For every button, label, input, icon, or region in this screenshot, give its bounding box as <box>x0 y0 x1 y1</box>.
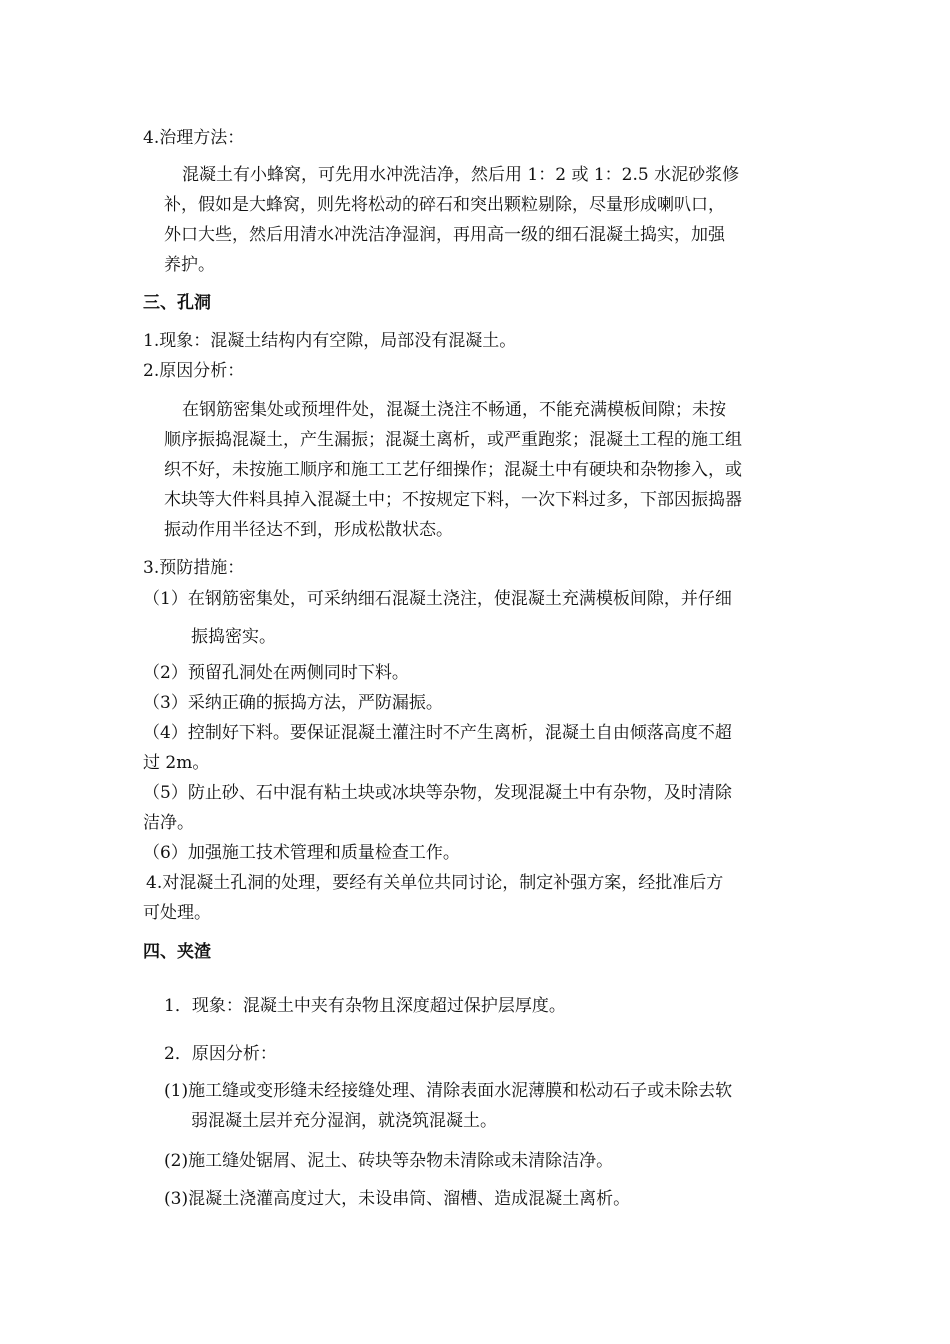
holes-prevent-item-continued: 振捣密实。 <box>191 627 276 647</box>
holes-prevent-item: （3）采纳正确的振捣方法，严防漏振。 <box>143 693 443 713</box>
holes-prevent-item: （1）在钢筋密集处，可采纳细石混凝土浇注，使混凝土充满模板间隙，并仔细 <box>143 589 732 609</box>
slag-cause-item-continued: 弱混凝土层并充分湿润，就浇筑混凝土。 <box>191 1111 497 1131</box>
holes-prevent-item-continued: 洁净。 <box>143 813 194 833</box>
holes-prevent-item: （6）加强施工技术管理和质量检查工作。 <box>143 843 460 863</box>
holes-handling-line: 可处理。 <box>143 903 211 923</box>
method-title: 4.治理方法： <box>143 128 245 148</box>
holes-cause-title: 2.原因分析： <box>143 361 245 381</box>
method-paragraph-line: 混凝土有小蜂窝，可先用水冲洗洁净，然后用 1：2 或 1：2.5 水泥砂浆修 <box>182 165 740 185</box>
holes-handling-line: 4.对混凝土孔洞的处理，要经有关单位共同讨论，制定补强方案，经批准后方 <box>146 873 724 893</box>
holes-prevent-item: （5）防止砂、石中混有粘土块或冰块等杂物，发现混凝土中有杂物，及时清除 <box>143 783 732 803</box>
section-heading-slag: 四、夹渣 <box>143 942 211 962</box>
holes-prevent-item: （4）控制好下料。要保证混凝土灌注时不产生离析，混凝土自由倾落高度不超 <box>143 723 732 743</box>
holes-phenomenon: 1.现象：混凝土结构内有空隙，局部没有混凝土。 <box>143 331 517 351</box>
holes-cause-line: 织不好，未按施工顺序和施工工艺仔细操作；混凝土中有硬块和杂物掺入，或 <box>164 460 742 480</box>
holes-cause-line: 顺序振捣混凝土，产生漏振；混凝土离析，或严重跑浆；混凝土工程的施工组 <box>164 430 742 450</box>
holes-cause-line: 在钢筋密集处或预埋件处，混凝土浇注不畅通，不能充满模板间隙；未按 <box>182 400 726 420</box>
holes-prevent-title: 3.预防措施： <box>143 558 245 578</box>
method-paragraph-line: 补，假如是大蜂窝，则先将松动的碎石和突出颗粒剔除，尽量形成喇叭口， <box>164 195 725 215</box>
slag-cause-item: (3)混凝土浇灌高度过大，未设串筒、溜槽、造成混凝土离析。 <box>164 1189 631 1209</box>
method-paragraph-line: 养护。 <box>164 255 215 275</box>
slag-cause-title: 2．原因分析： <box>164 1044 277 1064</box>
slag-phenomenon: 1．现象：混凝土中夹有杂物且深度超过保护层厚度。 <box>164 996 566 1016</box>
holes-prevent-item-continued: 过 2m。 <box>143 753 210 773</box>
section-heading-holes: 三、孔洞 <box>143 293 211 313</box>
holes-prevent-item: （2）预留孔洞处在两侧同时下料。 <box>143 663 409 683</box>
method-paragraph-line: 外口大些，然后用清水冲洗洁净湿润，再用高一级的细石混凝土捣实，加强 <box>164 225 725 245</box>
holes-cause-line: 木块等大件料具掉入混凝土中；不按规定下料，一次下料过多，下部因振捣器 <box>164 490 742 510</box>
slag-cause-item: (2)施工缝处锯屑、泥土、砖块等杂物未清除或未清除洁净。 <box>164 1151 614 1171</box>
slag-cause-item: (1)施工缝或变形缝未经接缝处理、清除表面水泥薄膜和松动石子或未除去软 <box>164 1081 733 1101</box>
holes-cause-line: 振动作用半径达不到，形成松散状态。 <box>164 520 453 540</box>
